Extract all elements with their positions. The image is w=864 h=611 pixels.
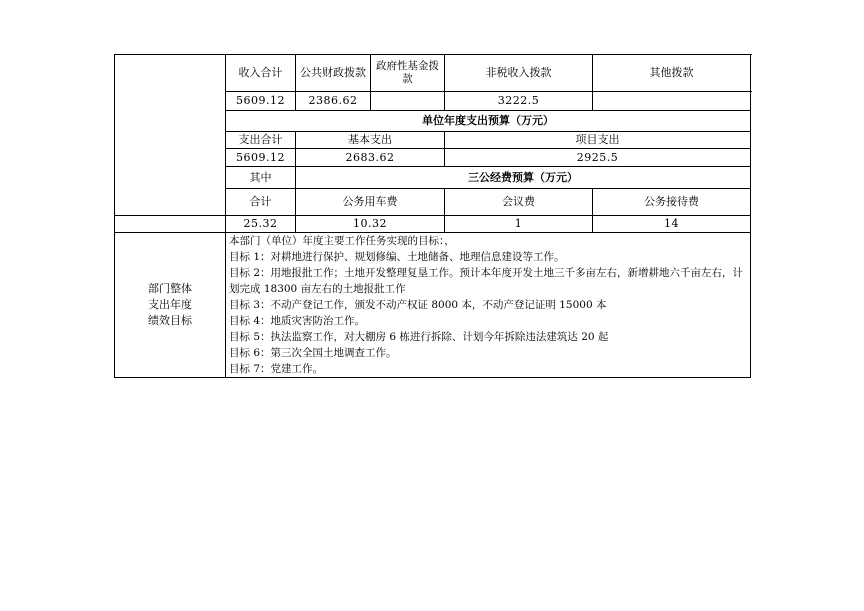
- three-public-value-vehicle: 10.32: [296, 216, 445, 233]
- expense-value-total: 5609.12: [226, 149, 296, 167]
- expense-value-project: 2925.5: [445, 149, 751, 167]
- top-left-blank-cell: [115, 55, 226, 216]
- expense-header-project: 项目支出: [445, 132, 751, 149]
- income-value-other: [593, 92, 751, 111]
- goals-row: [115, 233, 751, 378]
- expense-header-total: 支出合计: [226, 132, 296, 149]
- three-public-header-reception: 公务接待费: [593, 189, 751, 216]
- expense-value-basic: 2683.62: [296, 149, 445, 167]
- budget-sheet: [114, 54, 750, 378]
- goal-item-7: 目标 7：党建工作。: [229, 363, 324, 375]
- goals-text-cell: [226, 233, 751, 378]
- income-header-nontax: 非税收入拨款: [445, 55, 593, 92]
- goals-side-label-line-2: 支出年度: [148, 298, 192, 311]
- three-public-section-title: 三公经费预算（万元）: [296, 167, 751, 189]
- goals-side-label-line-3: 绩效目标: [148, 314, 192, 327]
- goals-intro: 本部门（单位）年度主要工作任务实现的目标：，: [229, 235, 455, 247]
- goal-item-2: 目标 2：用地报批工作；土地开发整理复垦工作。预计本年度开发土地三千多亩左右，新增耕地六千亩左右，计划完成 18300 亩左右的土地报批工作: [229, 267, 744, 295]
- budget-table: [114, 54, 751, 378]
- bottom-left-blank-cell: [115, 216, 226, 233]
- expense-header-basic: 基本支出: [296, 132, 445, 149]
- income-header-gov-fund: 政府性基金拨款: [371, 55, 445, 92]
- goal-item-1: 目标 1：对耕地进行保护、规划修编、土地储备、地理信息建设等工作。: [229, 251, 565, 263]
- income-header-other: 其他拨款: [593, 55, 751, 92]
- three-public-value-meeting: 1: [445, 216, 593, 233]
- three-public-header-total: 合计: [226, 189, 296, 216]
- goals-side-label: [115, 233, 226, 378]
- goal-item-6: 目标 6：第三次全国土地调查工作。: [229, 347, 397, 359]
- three-public-header-meeting: 会议费: [445, 189, 593, 216]
- goal-item-4: 目标 4：地质灾害防治工作。: [229, 315, 366, 327]
- income-value-public-finance: 2386.62: [296, 92, 371, 111]
- income-value-gov-fund: [371, 92, 445, 111]
- income-header-public-finance: 公共财政拨款: [296, 55, 371, 92]
- income-value-nontax: 3222.5: [445, 92, 593, 111]
- three-public-values-row: [115, 216, 751, 233]
- goals-side-label-line-1: 部门整体: [148, 282, 192, 295]
- goal-item-3: 目标 3：不动产登记工作，颁发不动产权证 8000 本，不动产登记证明 15000 本: [229, 299, 607, 311]
- three-public-header-vehicle: 公务用车费: [296, 189, 445, 216]
- goal-item-5: 目标 5：执法监察工作，对大棚房 6 栋进行拆除、计划今年拆除违法建筑达 20 起: [229, 331, 609, 343]
- income-value-total: 5609.12: [226, 92, 296, 111]
- expense-section-title: 单位年度支出预算（万元）: [226, 111, 751, 132]
- three-public-row-label: 其中: [226, 167, 296, 189]
- three-public-value-total: 25.32: [226, 216, 296, 233]
- income-header-row: [115, 55, 751, 92]
- three-public-value-reception: 14: [593, 216, 751, 233]
- income-header-total: 收入合计: [226, 55, 296, 92]
